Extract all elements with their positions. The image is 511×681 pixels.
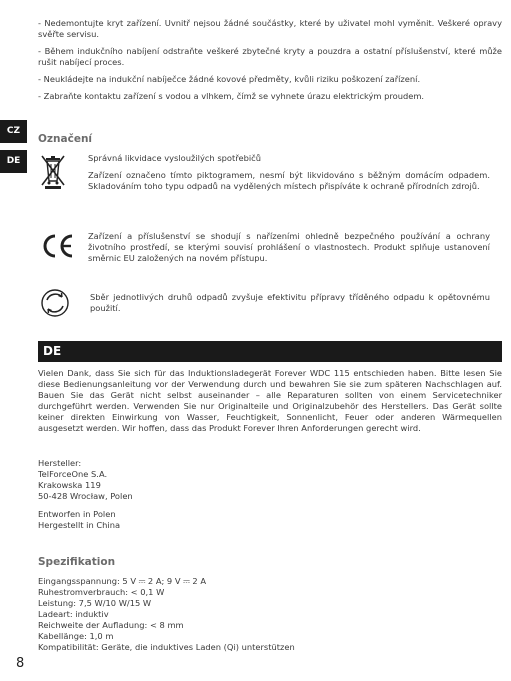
weee-title: Správná likvidace vysloužilých spotřebičů — [88, 153, 261, 163]
oznaceni-heading: Označení — [38, 133, 93, 145]
manufacturer-name: TelForceOne S.A. — [38, 469, 108, 479]
spec-power: Leistung: 7,5 W/10 W/15 W — [38, 598, 152, 608]
cz-bullet-1: - Nedemontujte kryt zařízení. Uvnitř nejsou žádné součástky, které by uživatel mohl vyměnit. Veškeré opravy svěřte servisu. — [38, 18, 502, 39]
spec-list — [38, 576, 295, 653]
spezifikation-heading: Spezifikation — [38, 556, 116, 568]
cz-bullets — [38, 18, 502, 102]
language-tab-cz[interactable]: CZ — [0, 120, 27, 143]
spec-cable-length: Kabellänge: 1,0 m — [38, 631, 114, 641]
spec-charging-range: Reichweite der Aufladung: < 8 mm — [38, 620, 184, 630]
recycle-icon — [38, 286, 72, 320]
manufacturer-city: 50-428 Wrocław, Polen — [38, 491, 133, 501]
ce-mark-icon — [39, 233, 75, 259]
spec-charging-type: Ladeart: induktiv — [38, 609, 109, 619]
manufacturer-street: Krakowska 119 — [38, 480, 101, 490]
cz-bullet-4: - Zabraňte kontaktu zařízení s vodou a vlhkem, čímž se vyhnete úrazu elektrickým proudem. — [38, 91, 425, 101]
de-section-bar: DE — [38, 341, 502, 362]
ce-text: Zařízení a příslušenství se shodují s nařízeními ohledně bezpečného používání a ochrany životního prostředí, se kterými souvisí prohlášení o vlastnostech. Produkt splňuje ustanovení směrnic EU založených na novém přístupu. — [88, 231, 490, 263]
weee-bin-icon — [40, 153, 66, 189]
spec-compatibility: Kompatibilität: Geräte, die induktives Laden (Qi) unterstützen — [38, 642, 295, 652]
made-in: Hergestellt in China — [38, 520, 121, 530]
recycle-text: Sběr jednotlivých druhů odpadů zvyšuje efektivitu přípravy tříděného odpadu k opětovnému použití. — [90, 292, 490, 313]
origin-block — [38, 509, 120, 531]
language-tab-de[interactable]: DE — [0, 150, 27, 173]
cz-bullet-3: - Neukládejte na indukční nabíječce žádné kovové předměty, kvůli riziku poškození zařízení. — [38, 74, 421, 84]
designed-in: Entworfen in Polen — [38, 509, 116, 519]
manufacturer-label: Hersteller: — [38, 458, 82, 468]
manufacturer-block — [38, 458, 133, 502]
spec-standby-power: Ruhestromverbrauch: < 0,1 W — [38, 587, 165, 597]
spec-input-voltage: Eingangsspannung: 5 V ⎓ 2 A; 9 V ⎓ 2 A — [38, 576, 207, 586]
page-number: 8 — [16, 656, 25, 671]
weee-text: Zařízení označeno tímto piktogramem, nesmí být likvidováno s běžným domácím odpadem. Skladováním toho typu odpadů na vydělených místech přispíváte k ochraně přírodních zdrojů. — [88, 170, 490, 191]
cz-bullet-2: - Během indukčního nabíjení odstraňte veškeré zbytečné kryty a pouzdra a ostatní příslušenství, které může rušit nabíjecí proces. — [38, 46, 502, 67]
de-intro: Vielen Dank, dass Sie sich für das Induktionsladegerät Forever WDC 115 entschieden haben. Bitte lesen Sie diese Bedienungsanleitung vor der Verwendung durch und bewahren Sie sie zum späteren Nachschlagen auf. Bauen Sie das Gerät nicht selbst auseinander – alle Reparaturen sollten von einem Servicetechniker durchgeführt werden. Verwenden Sie nur Originalteile und Originalzubehör des Herstellers. Das Gerät sollte keiner direkten Einwirkung von Wasser, Feuchtigkeit, Sonnenlicht, Feuer oder anderen Wärmequellen ausgesetzt werden. Wir hoffen, dass das Produkt Forever Ihren Anforderungen gerecht wird. — [38, 368, 502, 433]
